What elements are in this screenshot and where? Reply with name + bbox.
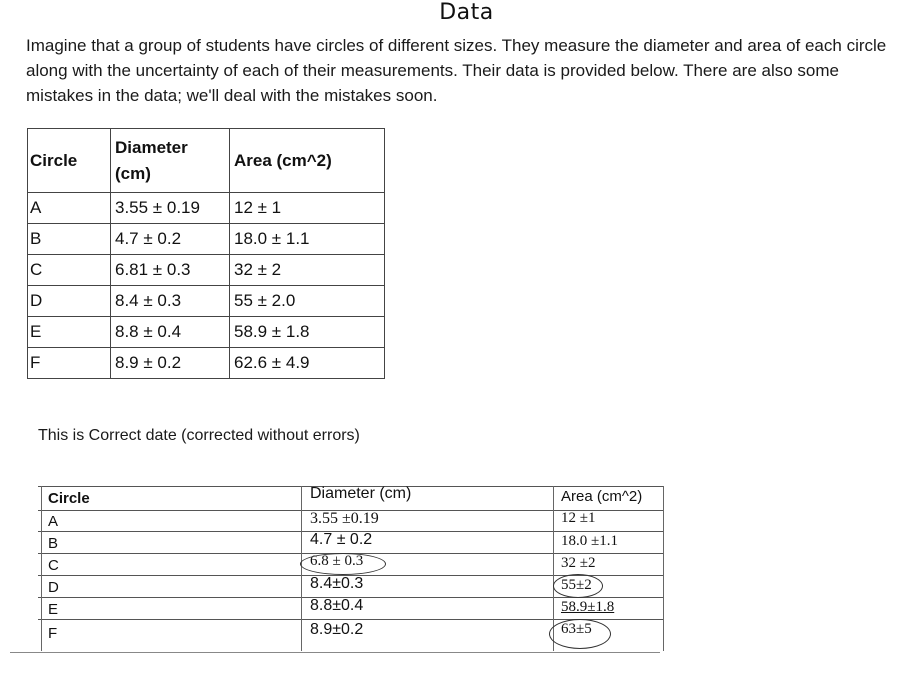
page-title: Data	[439, 0, 494, 25]
table-row	[28, 286, 385, 317]
header-area: Area (cm^2)	[561, 488, 643, 505]
cell-circle: A	[28, 193, 111, 224]
cell-diameter: 6.81 ± 0.3	[111, 255, 230, 286]
cell-area: 32 ±2	[561, 555, 596, 571]
cell-area: 63±5	[561, 621, 592, 637]
header-diameter-unit: (cm)	[115, 163, 151, 183]
corrected-data-table	[38, 481, 668, 656]
cell-diameter: 8.8±0.4	[310, 597, 364, 614]
cell-area: 12 ±1	[561, 510, 596, 526]
cell-diameter: 3.55 ± 0.19	[111, 193, 230, 224]
header-diameter	[111, 129, 230, 193]
cell-area: 55 ± 2.0	[230, 286, 385, 317]
header-area: Area (cm^2)	[230, 129, 385, 193]
cell-diameter: 3.55 ±0.19	[310, 510, 379, 527]
cell-circle: B	[28, 224, 111, 255]
cell-circle: F	[48, 625, 58, 642]
cell-diameter: 6.8 ± 0.3	[310, 553, 364, 569]
corrected-data-heading: This is Correct date (corrected without errors)	[38, 427, 360, 444]
table-row	[28, 348, 385, 379]
cell-circle: D	[28, 286, 111, 317]
header-circle: Circle	[48, 490, 90, 507]
table-rule	[41, 486, 42, 651]
cell-diameter: 8.9 ± 0.2	[111, 348, 230, 379]
cell-area: 18.0 ± 1.1	[230, 224, 385, 255]
cell-circle: C	[48, 557, 59, 574]
cell-diameter: 8.4±0.3	[310, 575, 364, 592]
table-rule	[301, 486, 302, 651]
correction-circle-mark	[300, 553, 386, 575]
intro-paragraph: Imagine that a group of students have circles of different sizes. They measure the diameter and area of each circle along with the uncertainty of each of their measurements. Their data is provided below. There are also some mistakes in the data; we'll deal with the mistakes soon.	[26, 36, 887, 105]
cell-circle: C	[28, 255, 111, 286]
table-header-row	[28, 129, 385, 193]
table-row	[28, 193, 385, 224]
table-row	[28, 255, 385, 286]
table-rule	[10, 652, 660, 653]
table-rule	[663, 486, 664, 651]
cell-area: 58.9±1.8	[561, 599, 615, 615]
cell-circle: B	[48, 535, 59, 552]
cell-circle: D	[48, 579, 59, 596]
cell-circle: E	[28, 317, 111, 348]
table-row	[28, 317, 385, 348]
cell-diameter: 8.4 ± 0.3	[111, 286, 230, 317]
cell-area: 55±2	[561, 577, 592, 593]
cell-circle: E	[48, 601, 59, 618]
cell-diameter: 8.9±0.2	[310, 621, 364, 638]
cell-area: 32 ± 2	[230, 255, 385, 286]
cell-diameter: 4.7 ± 0.2	[111, 224, 230, 255]
cell-circle: F	[28, 348, 111, 379]
cell-circle: A	[48, 513, 59, 530]
cell-diameter: 4.7 ± 0.2	[310, 531, 373, 548]
header-diameter-label: Diameter	[115, 137, 188, 157]
cell-area: 12 ± 1	[230, 193, 385, 224]
cell-area: 58.9 ± 1.8	[230, 317, 385, 348]
header-diameter: Diameter (cm)	[310, 485, 412, 502]
cell-diameter: 8.8 ± 0.4	[111, 317, 230, 348]
cell-area: 18.0 ±1.1	[561, 533, 618, 549]
original-data-table	[27, 128, 385, 379]
correction-circle-mark	[553, 574, 603, 598]
cell-area: 62.6 ± 4.9	[230, 348, 385, 379]
table-row	[28, 224, 385, 255]
header-circle: Circle	[28, 129, 111, 193]
correction-circle-mark	[549, 619, 611, 649]
